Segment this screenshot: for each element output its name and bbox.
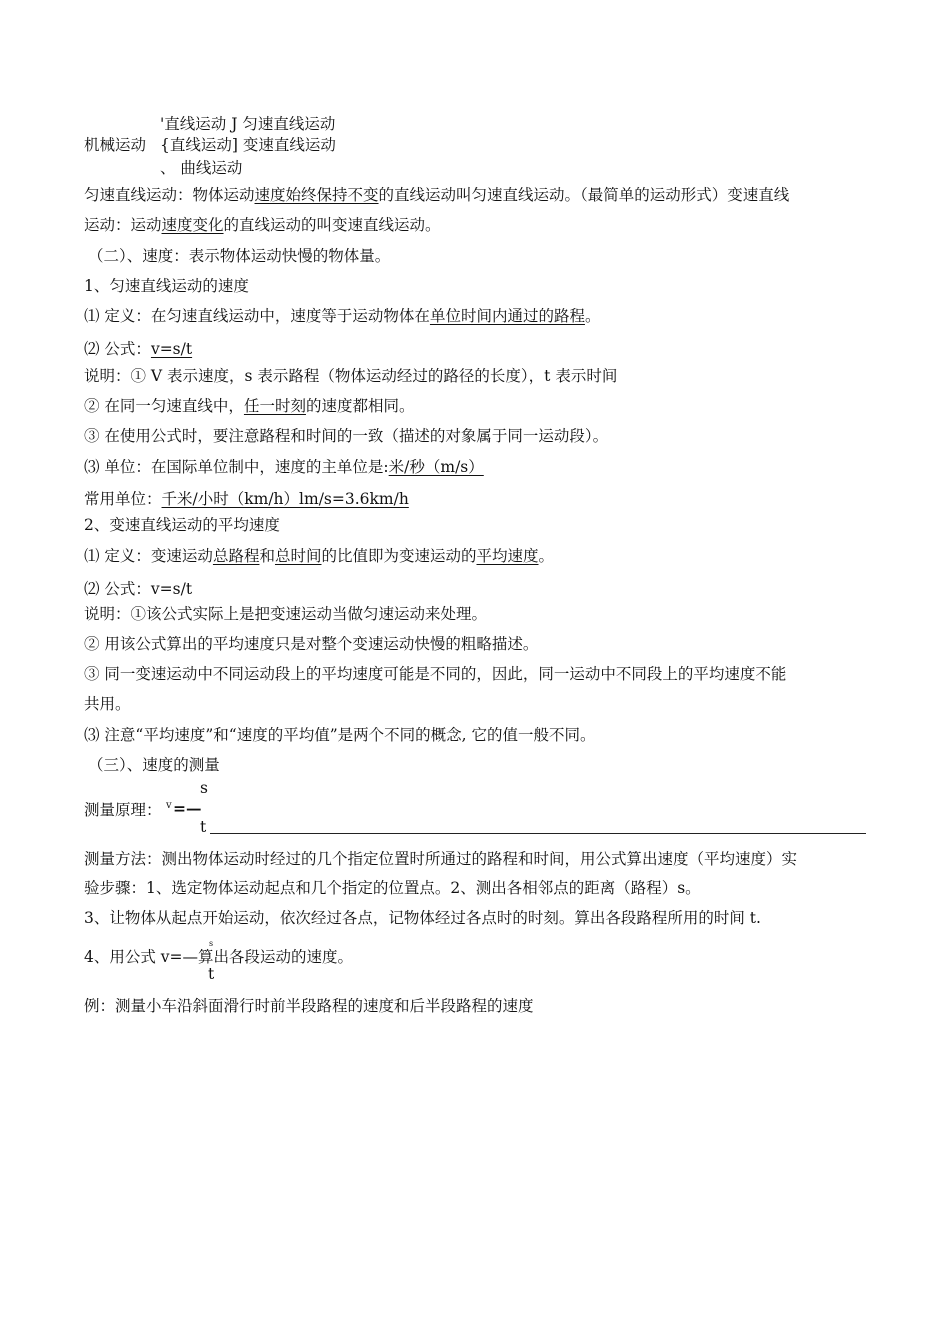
note-line: 共用。 xyxy=(84,695,131,713)
method-line: 测量方法：测出物体运动时经过的几个指定位置时所通过的路程和时间，用公式算出速度（平均速度）实 xyxy=(84,850,798,868)
underlined-term: 速度始终保持不变 xyxy=(254,186,379,204)
step-line: 3、让物体从起点开始运动，依次经过各点，记物体经过各点时的时刻。算出各段路程所用的时间 t. xyxy=(84,909,761,927)
common-unit-line: 常用单位：千米/小时（km/h）lm/s=3.6km/h xyxy=(84,490,409,508)
uniform-motion-definition: 匀速直线运动：物体运动速度始终保持不变的直线运动叫匀速直线运动。（最简单的运动形式）变速直线 xyxy=(84,186,790,204)
underlined-term: 任一时刻 xyxy=(243,397,306,415)
fraction-numerator: s xyxy=(200,779,208,797)
step-line: 验步骤：1、选定物体运动起点和几个指定的位置点。2、测出各相邻点的距离（路程）s。 xyxy=(84,879,701,897)
note-line: ② 用该公式算出的平均速度只是对整个变速运动快慢的粗略描述。 xyxy=(84,635,539,653)
variable-motion-definition: 运动：运动速度变化的直线运动的叫变速直线运动。 xyxy=(84,216,441,234)
tree-top: '直线运动 J 匀速直线运动 xyxy=(160,115,336,133)
note-line: ② 在同一匀速直线中，任一时刻的速度都相同。 xyxy=(84,397,415,415)
tree-root: 机械运动 xyxy=(84,136,147,154)
equals-dash: =— xyxy=(173,799,202,818)
formula-line: ⑵ 公式：v=s/t xyxy=(84,580,193,598)
underlined-term: 米/秒（m/s） xyxy=(388,458,484,476)
section-heading-measurement: （三）、速度的测量 xyxy=(88,756,220,774)
definition-line: ⑴ 定义：在匀速直线运动中，速度等于运动物体在单位时间内通过的路程。 xyxy=(84,307,601,325)
subsection-title: 2、变速直线运动的平均速度 xyxy=(84,516,280,534)
fraction-denominator: t xyxy=(200,818,207,836)
note-line: 说明：① V 表示速度，s 表示路程（物体运动经过的路径的长度），t 表示时间 xyxy=(84,367,618,385)
underline-rule xyxy=(210,833,866,834)
note-line: ⑶ 注意“平均速度”和“速度的平均值”是两个不同的概念, 它的值一般不同。 xyxy=(84,726,596,744)
note-line: ③ 同一变速运动中不同运动段上的平均速度可能是不同的，因此，同一运动中不同段上的平均速度不能 xyxy=(84,665,787,683)
fraction-mark: s xyxy=(209,939,214,948)
unit-line: ⑶ 单位：在国际单位制中，速度的主单位是:米/秒（m/s） xyxy=(84,458,484,476)
section-heading-speed: （二）、速度：表示物体运动快慢的物体量。 xyxy=(88,247,391,265)
underlined-term: 千米/小时（km/h）lm/s=3.6km/h xyxy=(161,490,409,508)
formula-line: ⑵ 公式：v=s/t xyxy=(84,340,193,358)
underlined-term: 单位时间内通过的路程 xyxy=(429,307,585,325)
note-line: ③ 在使用公式时，要注意路程和时间的一致（描述的对象属于同一运动段）。 xyxy=(84,427,609,445)
measure-label: 测量原理： xyxy=(84,801,162,819)
underlined-term: 总路程 xyxy=(212,547,260,565)
underlined-term: 速度变化 xyxy=(161,216,224,234)
tree-middle: {直线运动] 变速直线运动 xyxy=(160,136,336,154)
step-line: 4、用公式 v=—算出各段运动的速度。 xyxy=(84,948,354,966)
underlined-term: 平均速度 xyxy=(476,547,539,565)
definition-line: ⑴ 定义：变速运动总路程和总时间的比值即为变速运动的平均速度。 xyxy=(84,547,555,565)
note-line: 说明：①该公式实际上是把变速运动当做匀速运动来处理。 xyxy=(84,605,488,623)
subsection-title: 1、匀速直线运动的速度 xyxy=(84,277,249,295)
fraction-denominator: t xyxy=(208,965,215,983)
formula: v=s/t xyxy=(150,340,193,358)
tree-bottom: 、 曲线运动 xyxy=(160,159,243,177)
example-line: 例：测量小车沿斜面滑行时前半段路程的速度和后半段路程的速度 xyxy=(84,997,534,1015)
underlined-term: 总时间 xyxy=(274,547,322,565)
velocity-symbol: v xyxy=(166,800,172,811)
